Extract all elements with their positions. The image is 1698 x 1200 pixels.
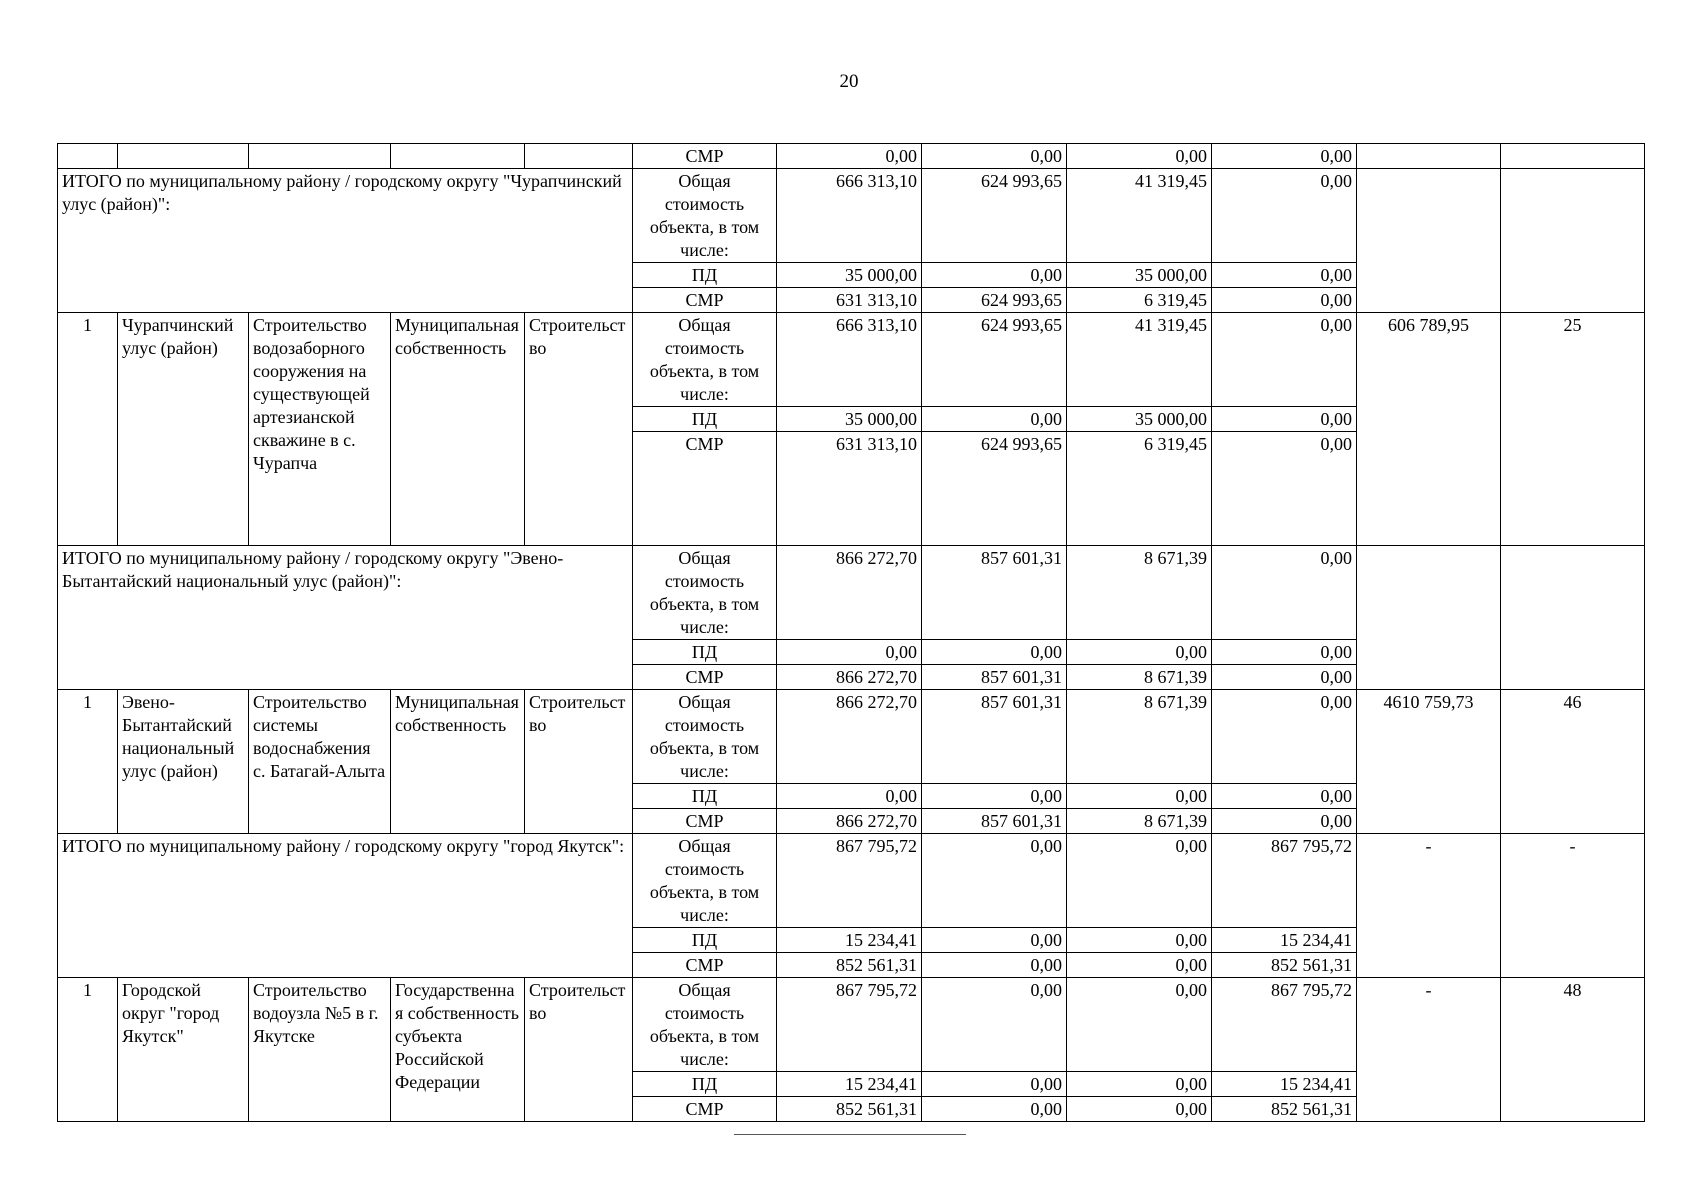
value-cell: 0,00 [922,263,1067,288]
row-label: СМР [633,288,777,313]
empty-cell [249,144,391,169]
object-municipality: Эвено-Бытантайский национальный улус (район) [118,690,249,834]
value-cell: 0,00 [777,640,922,665]
value-cell: 0,00 [1067,928,1212,953]
row-label: Общая стоимость объекта, в том числе: [633,978,777,1072]
value-cell: 15 234,41 [1212,1072,1357,1097]
value-cell: 35 000,00 [1067,407,1212,432]
row-label: ПД [633,407,777,432]
value-cell: 35 000,00 [777,407,922,432]
table-row [58,546,1645,640]
value-cell: 0,00 [1212,640,1357,665]
object-municipality: Чурапчинский улус (район) [118,313,249,546]
value-cell: 0,00 [1067,1072,1212,1097]
extra-cell [1357,169,1501,313]
extra-cell: 606 789,95 [1357,313,1501,546]
value-cell: 0,00 [1212,546,1357,640]
row-label: ПД [633,263,777,288]
empty-cell [1501,144,1645,169]
value-cell: 0,00 [1212,690,1357,784]
value-cell: 0,00 [1212,407,1357,432]
value-cell: 857 601,31 [922,809,1067,834]
value-cell: 857 601,31 [922,690,1067,784]
extra-cell: 46 [1501,690,1645,834]
value-cell: 0,00 [922,640,1067,665]
row-label: Общая стоимость объекта, в том числе: [633,169,777,263]
value-cell: 866 272,70 [777,546,922,640]
value-cell: 0,00 [1067,953,1212,978]
value-cell: 41 319,45 [1067,169,1212,263]
value-cell: 15 234,41 [1212,928,1357,953]
object-ownership: Муниципальная собственность [391,690,525,834]
row-label: Общая стоимость объекта, в том числе: [633,690,777,784]
value-cell: 0,00 [1212,144,1357,169]
row-label: ПД [633,928,777,953]
value-cell: 0,00 [1212,665,1357,690]
value-cell: 631 313,10 [777,432,922,546]
value-cell: 0,00 [922,834,1067,928]
value-cell: 866 272,70 [777,809,922,834]
page-number: 20 [839,71,859,92]
object-type: Строительство [525,978,633,1122]
object-municipality: Городской округ "город Якутск" [118,978,249,1122]
empty-cell [118,144,249,169]
table-row [58,978,1645,1072]
value-cell: 867 795,72 [1212,834,1357,928]
value-cell: 0,00 [1212,432,1357,546]
table-row [58,144,1645,169]
value-cell: 35 000,00 [777,263,922,288]
object-name: Строительство системы водоснабжения с. Батагай-Алыта [249,690,391,834]
empty-cell [525,144,633,169]
value-cell: 867 795,72 [1212,978,1357,1072]
extra-cell: 25 [1501,313,1645,546]
row-label: Общая стоимость объекта, в том числе: [633,313,777,407]
value-cell: 666 313,10 [777,313,922,407]
object-ownership: Государственная собственность субъекта Российской Федерации [391,978,525,1122]
value-cell: 0,00 [922,953,1067,978]
value-cell: 6 319,45 [1067,432,1212,546]
value-cell: 0,00 [1067,978,1212,1072]
value-cell: 624 993,65 [922,288,1067,313]
extra-cell [1357,546,1501,690]
value-cell: 857 601,31 [922,546,1067,640]
value-cell: 8 671,39 [1067,546,1212,640]
value-cell: 867 795,72 [777,978,922,1072]
row-label: СМР [633,1097,777,1122]
empty-cell [391,144,525,169]
value-cell: 624 993,65 [922,313,1067,407]
value-cell: 0,00 [1067,144,1212,169]
table-row [58,169,1645,263]
value-cell: 41 319,45 [1067,313,1212,407]
extra-cell: - [1357,978,1501,1122]
value-cell: 0,00 [1212,809,1357,834]
value-cell: 666 313,10 [777,169,922,263]
footer-divider [734,1134,966,1135]
value-cell: 6 319,45 [1067,288,1212,313]
value-cell: 866 272,70 [777,690,922,784]
itogo-label: ИТОГО по муниципальному району / городскому округу "Эвено-Бытантайский национальный улус (район)": [58,546,633,690]
value-cell: 867 795,72 [777,834,922,928]
value-cell: 0,00 [922,784,1067,809]
value-cell: 0,00 [777,144,922,169]
value-cell: 8 671,39 [1067,665,1212,690]
extra-cell: 48 [1501,978,1645,1122]
row-label: ПД [633,640,777,665]
extra-cell [1501,546,1645,690]
value-cell: 0,00 [922,1097,1067,1122]
object-type: Строительство [525,690,633,834]
value-cell: 0,00 [1067,640,1212,665]
row-label: Общая стоимость объекта, в том числе: [633,546,777,640]
value-cell: 852 561,31 [1212,953,1357,978]
row-label: Общая стоимость объекта, в том числе: [633,834,777,928]
object-number: 1 [58,978,118,1122]
value-cell: 0,00 [1067,1097,1212,1122]
value-cell: 0,00 [922,144,1067,169]
value-cell: 0,00 [922,1072,1067,1097]
row-label: ПД [633,784,777,809]
value-cell: 15 234,41 [777,1072,922,1097]
value-cell: 8 671,39 [1067,809,1212,834]
value-cell: 852 561,31 [777,1097,922,1122]
value-cell: 35 000,00 [1067,263,1212,288]
empty-cell [58,144,118,169]
value-cell: 631 313,10 [777,288,922,313]
value-cell: 624 993,65 [922,432,1067,546]
value-cell: 0,00 [1067,784,1212,809]
extra-cell: - [1357,834,1501,978]
value-cell: 0,00 [1212,288,1357,313]
value-cell: 8 671,39 [1067,690,1212,784]
row-label: СМР [633,432,777,546]
value-cell: 0,00 [1212,784,1357,809]
value-cell: 0,00 [922,978,1067,1072]
value-cell: 15 234,41 [777,928,922,953]
value-cell: 866 272,70 [777,665,922,690]
value-cell: 852 561,31 [1212,1097,1357,1122]
value-cell: 0,00 [1067,834,1212,928]
value-cell: 0,00 [1212,313,1357,407]
extra-cell: 4610 759,73 [1357,690,1501,834]
table-row [58,313,1645,407]
itogo-label: ИТОГО по муниципальному району / городскому округу "Чурапчинский улус (район)": [58,169,633,313]
value-cell: 857 601,31 [922,665,1067,690]
value-cell: 0,00 [922,407,1067,432]
row-label: СМР [633,144,777,169]
value-cell: 0,00 [1212,263,1357,288]
row-label: СМР [633,953,777,978]
table-row [58,690,1645,784]
object-ownership: Муниципальная собственность [391,313,525,546]
value-cell: 0,00 [1212,169,1357,263]
value-cell: 624 993,65 [922,169,1067,263]
itogo-label: ИТОГО по муниципальному району / городскому округу "город Якутск": [58,834,633,978]
row-label: СМР [633,665,777,690]
row-label: СМР [633,809,777,834]
row-label: ПД [633,1072,777,1097]
object-name: Строительство водозаборного сооружения на существующей артезианской скважине в с. Чурапча [249,313,391,546]
extra-cell: - [1501,834,1645,978]
empty-cell [1357,144,1501,169]
object-type: Строительство [525,313,633,546]
value-cell: 0,00 [922,928,1067,953]
object-name: Строительство водоузла №5 в г. Якутске [249,978,391,1122]
investment-table [57,143,1645,1122]
value-cell: 852 561,31 [777,953,922,978]
object-number: 1 [58,313,118,546]
table-row [58,834,1645,928]
value-cell: 0,00 [777,784,922,809]
extra-cell [1501,169,1645,313]
object-number: 1 [58,690,118,834]
